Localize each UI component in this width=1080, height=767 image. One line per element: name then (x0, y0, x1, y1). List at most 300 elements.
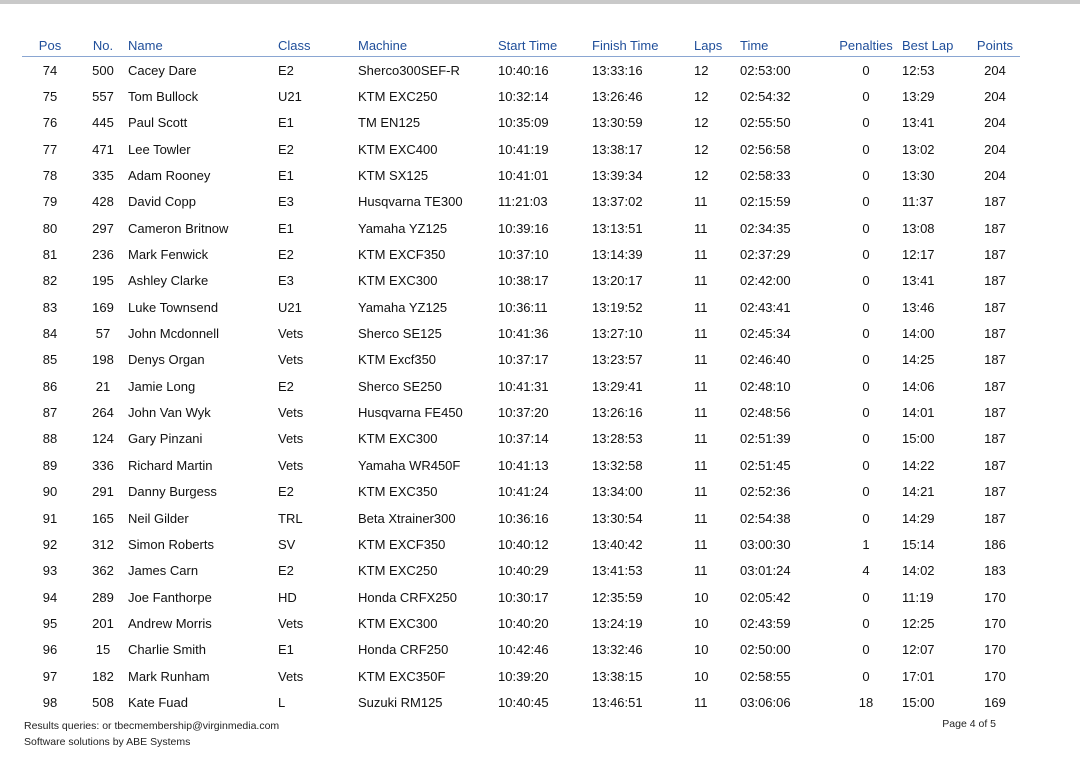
cell-start-time: 10:41:01 (498, 168, 549, 184)
cell-class: E2 (278, 62, 294, 78)
cell-start-time: 10:42:46 (498, 642, 549, 658)
table-row (22, 241, 1020, 267)
cell-penalties: 0 (862, 457, 870, 473)
cell-name: Gary Pinzani (128, 431, 203, 447)
cell-laps: 10 (694, 642, 709, 658)
col-header-class: Class (278, 34, 358, 57)
cell-laps: 11 (694, 247, 708, 263)
cell-laps: 12 (694, 89, 709, 105)
cell-number: 336 (92, 457, 114, 473)
cell-best-lap: 14:25 (902, 352, 935, 368)
cell-finish-time: 13:26:16 (592, 405, 643, 421)
table-row (22, 294, 1020, 320)
cell-start-time: 10:37:20 (498, 405, 549, 421)
cell-finish-time: 13:39:34 (592, 168, 643, 184)
cell-start-time: 10:40:12 (498, 536, 549, 552)
cell-points: 187 (984, 510, 1006, 526)
cell-points: 187 (984, 326, 1006, 342)
cell-finish-time: 12:35:59 (592, 589, 643, 605)
cell-start-time: 10:40:45 (498, 694, 549, 710)
cell-best-lap: 13:41 (902, 115, 935, 131)
cell-class: HD (278, 589, 297, 605)
cell-penalties: 0 (862, 668, 870, 684)
cell-best-lap: 14:02 (902, 563, 935, 579)
cell-points: 187 (984, 194, 1006, 210)
cell-penalties: 0 (862, 141, 870, 157)
cell-best-lap: 13:02 (902, 141, 935, 157)
cell-pos: 74 (42, 62, 58, 78)
cell-finish-time: 13:32:46 (592, 642, 643, 658)
cell-class: Vets (278, 615, 304, 631)
cell-time: 02:51:39 (740, 431, 791, 447)
cell-finish-time: 13:23:57 (592, 352, 643, 368)
cell-start-time: 10:35:09 (498, 115, 549, 131)
col-header-best-lap: Best Lap (902, 34, 970, 57)
cell-class: E2 (278, 378, 294, 394)
cell-points: 183 (984, 563, 1006, 579)
cell-number: 195 (92, 273, 114, 289)
cell-machine: KTM EXC250 (358, 89, 438, 105)
cell-machine: KTM EXC350 (358, 484, 438, 500)
cell-class: Vets (278, 405, 304, 421)
cell-best-lap: 13:29 (902, 89, 935, 105)
cell-number: 362 (92, 563, 114, 579)
cell-points: 170 (984, 668, 1006, 684)
cell-points: 187 (984, 247, 1006, 263)
cell-number: 557 (92, 89, 114, 105)
cell-time: 02:48:10 (740, 378, 791, 394)
cell-pos: 90 (42, 484, 58, 500)
cell-best-lap: 14:06 (902, 378, 935, 394)
cell-finish-time: 13:46:51 (592, 694, 643, 710)
cell-number: 508 (92, 694, 114, 710)
cell-name: Luke Townsend (128, 299, 219, 315)
cell-time: 02:58:55 (740, 668, 791, 684)
cell-start-time: 10:39:16 (498, 220, 549, 236)
cell-points: 187 (984, 378, 1006, 394)
cell-number: 312 (92, 536, 114, 552)
cell-best-lap: 12:17 (902, 247, 935, 263)
cell-machine: Honda CRFX250 (358, 589, 457, 605)
cell-time: 02:56:58 (740, 141, 791, 157)
cell-name: Denys Organ (128, 352, 205, 368)
cell-points: 187 (984, 484, 1006, 500)
cell-laps: 11 (694, 405, 708, 421)
results-body (22, 57, 1020, 716)
cell-finish-time: 13:41:53 (592, 563, 643, 579)
cell-points: 187 (984, 431, 1006, 447)
cell-penalties: 0 (862, 642, 870, 658)
cell-laps: 11 (694, 326, 708, 342)
cell-pos: 75 (42, 89, 58, 105)
cell-time: 02:05:42 (740, 589, 791, 605)
cell-best-lap: 11:19 (902, 589, 934, 605)
cell-points: 187 (984, 273, 1006, 289)
cell-pos: 85 (42, 352, 58, 368)
col-header-name: Name (128, 34, 278, 57)
cell-best-lap: 14:29 (902, 510, 935, 526)
cell-class: U21 (278, 89, 302, 105)
cell-finish-time: 13:34:00 (592, 484, 643, 500)
cell-number: 57 (95, 326, 111, 342)
cell-pos: 96 (42, 642, 58, 658)
cell-number: 297 (92, 220, 114, 236)
cell-best-lap: 13:41 (902, 273, 935, 289)
table-row (22, 505, 1020, 531)
cell-start-time: 10:37:10 (498, 247, 549, 263)
cell-points: 204 (984, 115, 1006, 131)
cell-laps: 11 (694, 273, 708, 289)
cell-class: U21 (278, 299, 302, 315)
cell-name: Jamie Long (128, 378, 196, 394)
cell-machine: KTM EXC400 (358, 141, 438, 157)
cell-laps: 12 (694, 62, 709, 78)
cell-best-lap: 17:01 (902, 668, 935, 684)
cell-class: Vets (278, 431, 304, 447)
cell-machine: Husqvarna TE300 (358, 194, 463, 210)
cell-penalties: 0 (862, 115, 870, 131)
cell-name: Danny Burgess (128, 484, 217, 500)
cell-time: 02:43:41 (740, 299, 791, 315)
cell-penalties: 0 (862, 194, 870, 210)
cell-class: E2 (278, 484, 294, 500)
cell-number: 169 (92, 299, 114, 315)
cell-pos: 91 (42, 510, 58, 526)
cell-number: 264 (92, 405, 114, 421)
table-row (22, 584, 1020, 610)
cell-machine: KTM SX125 (358, 168, 429, 184)
cell-pos: 86 (42, 378, 58, 394)
cell-penalties: 0 (862, 247, 870, 263)
cell-number: 445 (92, 115, 114, 131)
cell-points: 204 (984, 141, 1006, 157)
table-row (22, 689, 1020, 715)
cell-class: E3 (278, 273, 294, 289)
cell-class: E1 (278, 168, 294, 184)
cell-penalties: 0 (862, 168, 870, 184)
cell-time: 02:54:32 (740, 89, 791, 105)
cell-number: 182 (92, 668, 114, 684)
cell-name: Cameron Britnow (128, 220, 229, 236)
cell-pos: 92 (42, 536, 58, 552)
cell-machine: Yamaha YZ125 (358, 220, 448, 236)
cell-number: 201 (92, 615, 114, 631)
cell-pos: 93 (42, 563, 58, 579)
table-header-row (22, 34, 1020, 57)
cell-time: 02:51:45 (740, 457, 791, 473)
cell-points: 204 (984, 168, 1006, 184)
cell-pos: 77 (42, 141, 58, 157)
col-header-machine: Machine (358, 34, 498, 57)
cell-pos: 84 (42, 326, 58, 342)
cell-laps: 11 (694, 378, 708, 394)
col-header-finish-time: Finish Time (592, 34, 694, 57)
cell-points: 204 (984, 89, 1006, 105)
cell-time: 02:54:38 (740, 510, 791, 526)
cell-number: 289 (92, 589, 114, 605)
col-header-time: Time (740, 34, 830, 57)
table-row (22, 558, 1020, 584)
cell-laps: 11 (694, 299, 708, 315)
cell-time: 02:42:00 (740, 273, 791, 289)
cell-pos: 95 (42, 615, 58, 631)
cell-finish-time: 13:19:52 (592, 299, 643, 315)
cell-pos: 87 (42, 405, 58, 421)
cell-pos: 88 (42, 431, 58, 447)
table-row (22, 83, 1020, 109)
cell-time: 02:15:59 (740, 194, 791, 210)
cell-machine: Suzuki RM125 (358, 694, 443, 710)
cell-points: 187 (984, 457, 1006, 473)
cell-best-lap: 13:08 (902, 220, 935, 236)
cell-machine: Yamaha YZ125 (358, 299, 448, 315)
cell-start-time: 10:32:14 (498, 89, 549, 105)
cell-start-time: 10:37:14 (498, 431, 549, 447)
top-border-rule (0, 0, 1080, 4)
cell-time: 02:43:59 (740, 615, 791, 631)
cell-best-lap: 13:46 (902, 299, 935, 315)
cell-finish-time: 13:29:41 (592, 378, 643, 394)
cell-laps: 10 (694, 668, 709, 684)
col-header-laps: Laps (694, 34, 740, 57)
cell-name: Mark Runham (128, 668, 210, 684)
cell-number: 15 (95, 642, 111, 658)
cell-name: David Copp (128, 194, 196, 210)
table-row (22, 663, 1020, 689)
cell-start-time: 10:30:17 (498, 589, 549, 605)
cell-points: 186 (984, 536, 1006, 552)
cell-start-time: 10:41:24 (498, 484, 549, 500)
cell-points: 169 (984, 694, 1006, 710)
results-queries-text: Results queries: or tbecmembership@virginmedia.com (24, 720, 280, 732)
cell-class: Vets (278, 457, 304, 473)
cell-number: 291 (92, 484, 114, 500)
cell-class: E2 (278, 247, 294, 263)
cell-pos: 94 (42, 589, 58, 605)
cell-penalties: 0 (862, 431, 870, 447)
col-header-points: Points (970, 34, 1020, 57)
cell-best-lap: 12:53 (902, 62, 935, 78)
cell-best-lap: 14:01 (902, 405, 935, 421)
cell-name: Mark Fenwick (128, 247, 209, 263)
cell-laps: 12 (694, 141, 709, 157)
cell-start-time: 10:41:36 (498, 326, 549, 342)
cell-pos: 79 (42, 194, 58, 210)
cell-pos: 76 (42, 115, 58, 131)
cell-best-lap: 15:14 (902, 536, 935, 552)
cell-time: 02:52:36 (740, 484, 791, 500)
cell-name: Cacey Dare (128, 62, 197, 78)
col-header-start-time: Start Time (498, 34, 592, 57)
cell-name: Simon Roberts (128, 536, 214, 552)
cell-start-time: 10:40:29 (498, 563, 549, 579)
software-credit-text: Software solutions by ABE Systems (24, 736, 191, 748)
cell-name: Lee Towler (128, 141, 191, 157)
cell-laps: 11 (694, 694, 708, 710)
table-row (22, 479, 1020, 505)
cell-start-time: 10:37:17 (498, 352, 549, 368)
cell-laps: 11 (694, 563, 708, 579)
cell-name: James Carn (128, 563, 199, 579)
cell-laps: 12 (694, 168, 709, 184)
cell-machine: KTM EXC300 (358, 273, 438, 289)
cell-class: E3 (278, 194, 294, 210)
cell-penalties: 0 (862, 62, 870, 78)
cell-pos: 97 (42, 668, 58, 684)
cell-finish-time: 13:24:19 (592, 615, 643, 631)
cell-best-lap: 13:30 (902, 168, 935, 184)
cell-machine: KTM EXC250 (358, 563, 438, 579)
table-row (22, 637, 1020, 663)
cell-time: 02:53:00 (740, 62, 791, 78)
cell-machine: Sherco SE250 (358, 378, 442, 394)
table-row (22, 610, 1020, 636)
cell-number: 428 (92, 194, 114, 210)
cell-penalties: 0 (862, 510, 870, 526)
cell-machine: KTM EXC300 (358, 615, 438, 631)
cell-start-time: 10:39:20 (498, 668, 549, 684)
col-header-pos: Pos (22, 34, 78, 57)
cell-laps: 12 (694, 115, 709, 131)
cell-class: SV (278, 536, 296, 552)
cell-penalties: 0 (862, 352, 870, 368)
col-header-penalties: Penalties (830, 34, 902, 57)
cell-name: Richard Martin (128, 457, 213, 473)
cell-number: 236 (92, 247, 114, 263)
cell-penalties: 0 (862, 89, 870, 105)
table-row (22, 399, 1020, 425)
table-row (22, 426, 1020, 452)
cell-time: 02:34:35 (740, 220, 791, 236)
cell-class: E2 (278, 563, 294, 579)
cell-name: Charlie Smith (128, 642, 207, 658)
cell-laps: 11 (694, 510, 708, 526)
cell-penalties: 18 (858, 694, 874, 710)
cell-finish-time: 13:28:53 (592, 431, 643, 447)
cell-best-lap: 14:22 (902, 457, 935, 473)
cell-number: 124 (92, 431, 114, 447)
cell-finish-time: 13:33:16 (592, 62, 643, 78)
cell-pos: 80 (42, 220, 58, 236)
cell-machine: Sherco SE125 (358, 326, 442, 342)
cell-finish-time: 13:32:58 (592, 457, 643, 473)
cell-penalties: 0 (862, 299, 870, 315)
cell-name: John Mcdonnell (128, 326, 220, 342)
table-row (22, 320, 1020, 346)
cell-laps: 11 (694, 352, 708, 368)
cell-pos: 89 (42, 457, 58, 473)
cell-penalties: 1 (862, 536, 870, 552)
cell-time: 02:48:56 (740, 405, 791, 421)
cell-time: 03:06:06 (740, 694, 791, 710)
table-row (22, 136, 1020, 162)
cell-name: Kate Fuad (128, 694, 188, 710)
cell-pos: 98 (42, 694, 58, 710)
cell-pos: 78 (42, 168, 58, 184)
cell-class: L (278, 694, 286, 710)
table-row (22, 373, 1020, 399)
cell-machine: KTM EXCF350 (358, 536, 446, 552)
table-row (22, 531, 1020, 557)
cell-start-time: 10:41:31 (498, 378, 549, 394)
cell-number: 165 (92, 510, 114, 526)
cell-number: 21 (95, 378, 111, 394)
cell-machine: KTM EXC300 (358, 431, 438, 447)
cell-laps: 11 (694, 536, 708, 552)
cell-points: 170 (984, 589, 1006, 605)
cell-machine: Beta Xtrainer300 (358, 510, 456, 526)
page-number: Page 4 of 5 (942, 718, 996, 730)
cell-number: 335 (92, 168, 114, 184)
cell-start-time: 10:41:13 (498, 457, 549, 473)
cell-finish-time: 13:38:17 (592, 141, 643, 157)
cell-time: 02:50:00 (740, 642, 791, 658)
cell-time: 03:00:30 (740, 536, 791, 552)
cell-penalties: 0 (862, 326, 870, 342)
cell-laps: 10 (694, 589, 709, 605)
cell-number: 500 (92, 62, 114, 78)
table-row (22, 189, 1020, 215)
cell-start-time: 10:41:19 (498, 141, 549, 157)
cell-name: Andrew Morris (128, 615, 212, 631)
cell-laps: 11 (694, 194, 708, 210)
cell-laps: 11 (694, 484, 708, 500)
cell-best-lap: 12:07 (902, 642, 935, 658)
table-row (22, 347, 1020, 373)
cell-machine: Yamaha WR450F (358, 457, 461, 473)
table-row (22, 268, 1020, 294)
cell-points: 187 (984, 220, 1006, 236)
cell-best-lap: 14:00 (902, 326, 935, 342)
cell-number: 471 (92, 141, 114, 157)
cell-class: Vets (278, 326, 304, 342)
cell-machine: KTM Excf350 (358, 352, 437, 368)
cell-finish-time: 13:13:51 (592, 220, 643, 236)
cell-start-time: 10:40:20 (498, 615, 549, 631)
cell-points: 204 (984, 62, 1006, 78)
cell-name: Tom Bullock (128, 89, 199, 105)
cell-start-time: 10:38:17 (498, 273, 549, 289)
cell-penalties: 0 (862, 378, 870, 394)
cell-start-time: 10:36:16 (498, 510, 549, 526)
cell-penalties: 0 (862, 589, 870, 605)
cell-points: 170 (984, 615, 1006, 631)
cell-best-lap: 15:00 (902, 431, 935, 447)
cell-penalties: 0 (862, 405, 870, 421)
cell-time: 02:55:50 (740, 115, 791, 131)
cell-finish-time: 13:14:39 (592, 247, 643, 263)
cell-finish-time: 13:27:10 (592, 326, 643, 342)
cell-best-lap: 15:00 (902, 694, 935, 710)
cell-penalties: 4 (862, 563, 870, 579)
cell-start-time: 10:36:11 (498, 299, 548, 315)
cell-time: 03:01:24 (740, 563, 791, 579)
cell-finish-time: 13:38:15 (592, 668, 643, 684)
cell-time: 02:37:29 (740, 247, 791, 263)
table-row (22, 452, 1020, 478)
cell-penalties: 0 (862, 615, 870, 631)
cell-name: Paul Scott (128, 115, 188, 131)
cell-name: John Van Wyk (128, 405, 211, 421)
cell-start-time: 11:21:03 (498, 194, 548, 210)
table-row (22, 110, 1020, 136)
cell-machine: Honda CRF250 (358, 642, 449, 658)
cell-class: E1 (278, 220, 294, 236)
cell-pos: 83 (42, 299, 58, 315)
cell-finish-time: 13:20:17 (592, 273, 643, 289)
cell-laps: 10 (694, 615, 709, 631)
cell-points: 187 (984, 352, 1006, 368)
